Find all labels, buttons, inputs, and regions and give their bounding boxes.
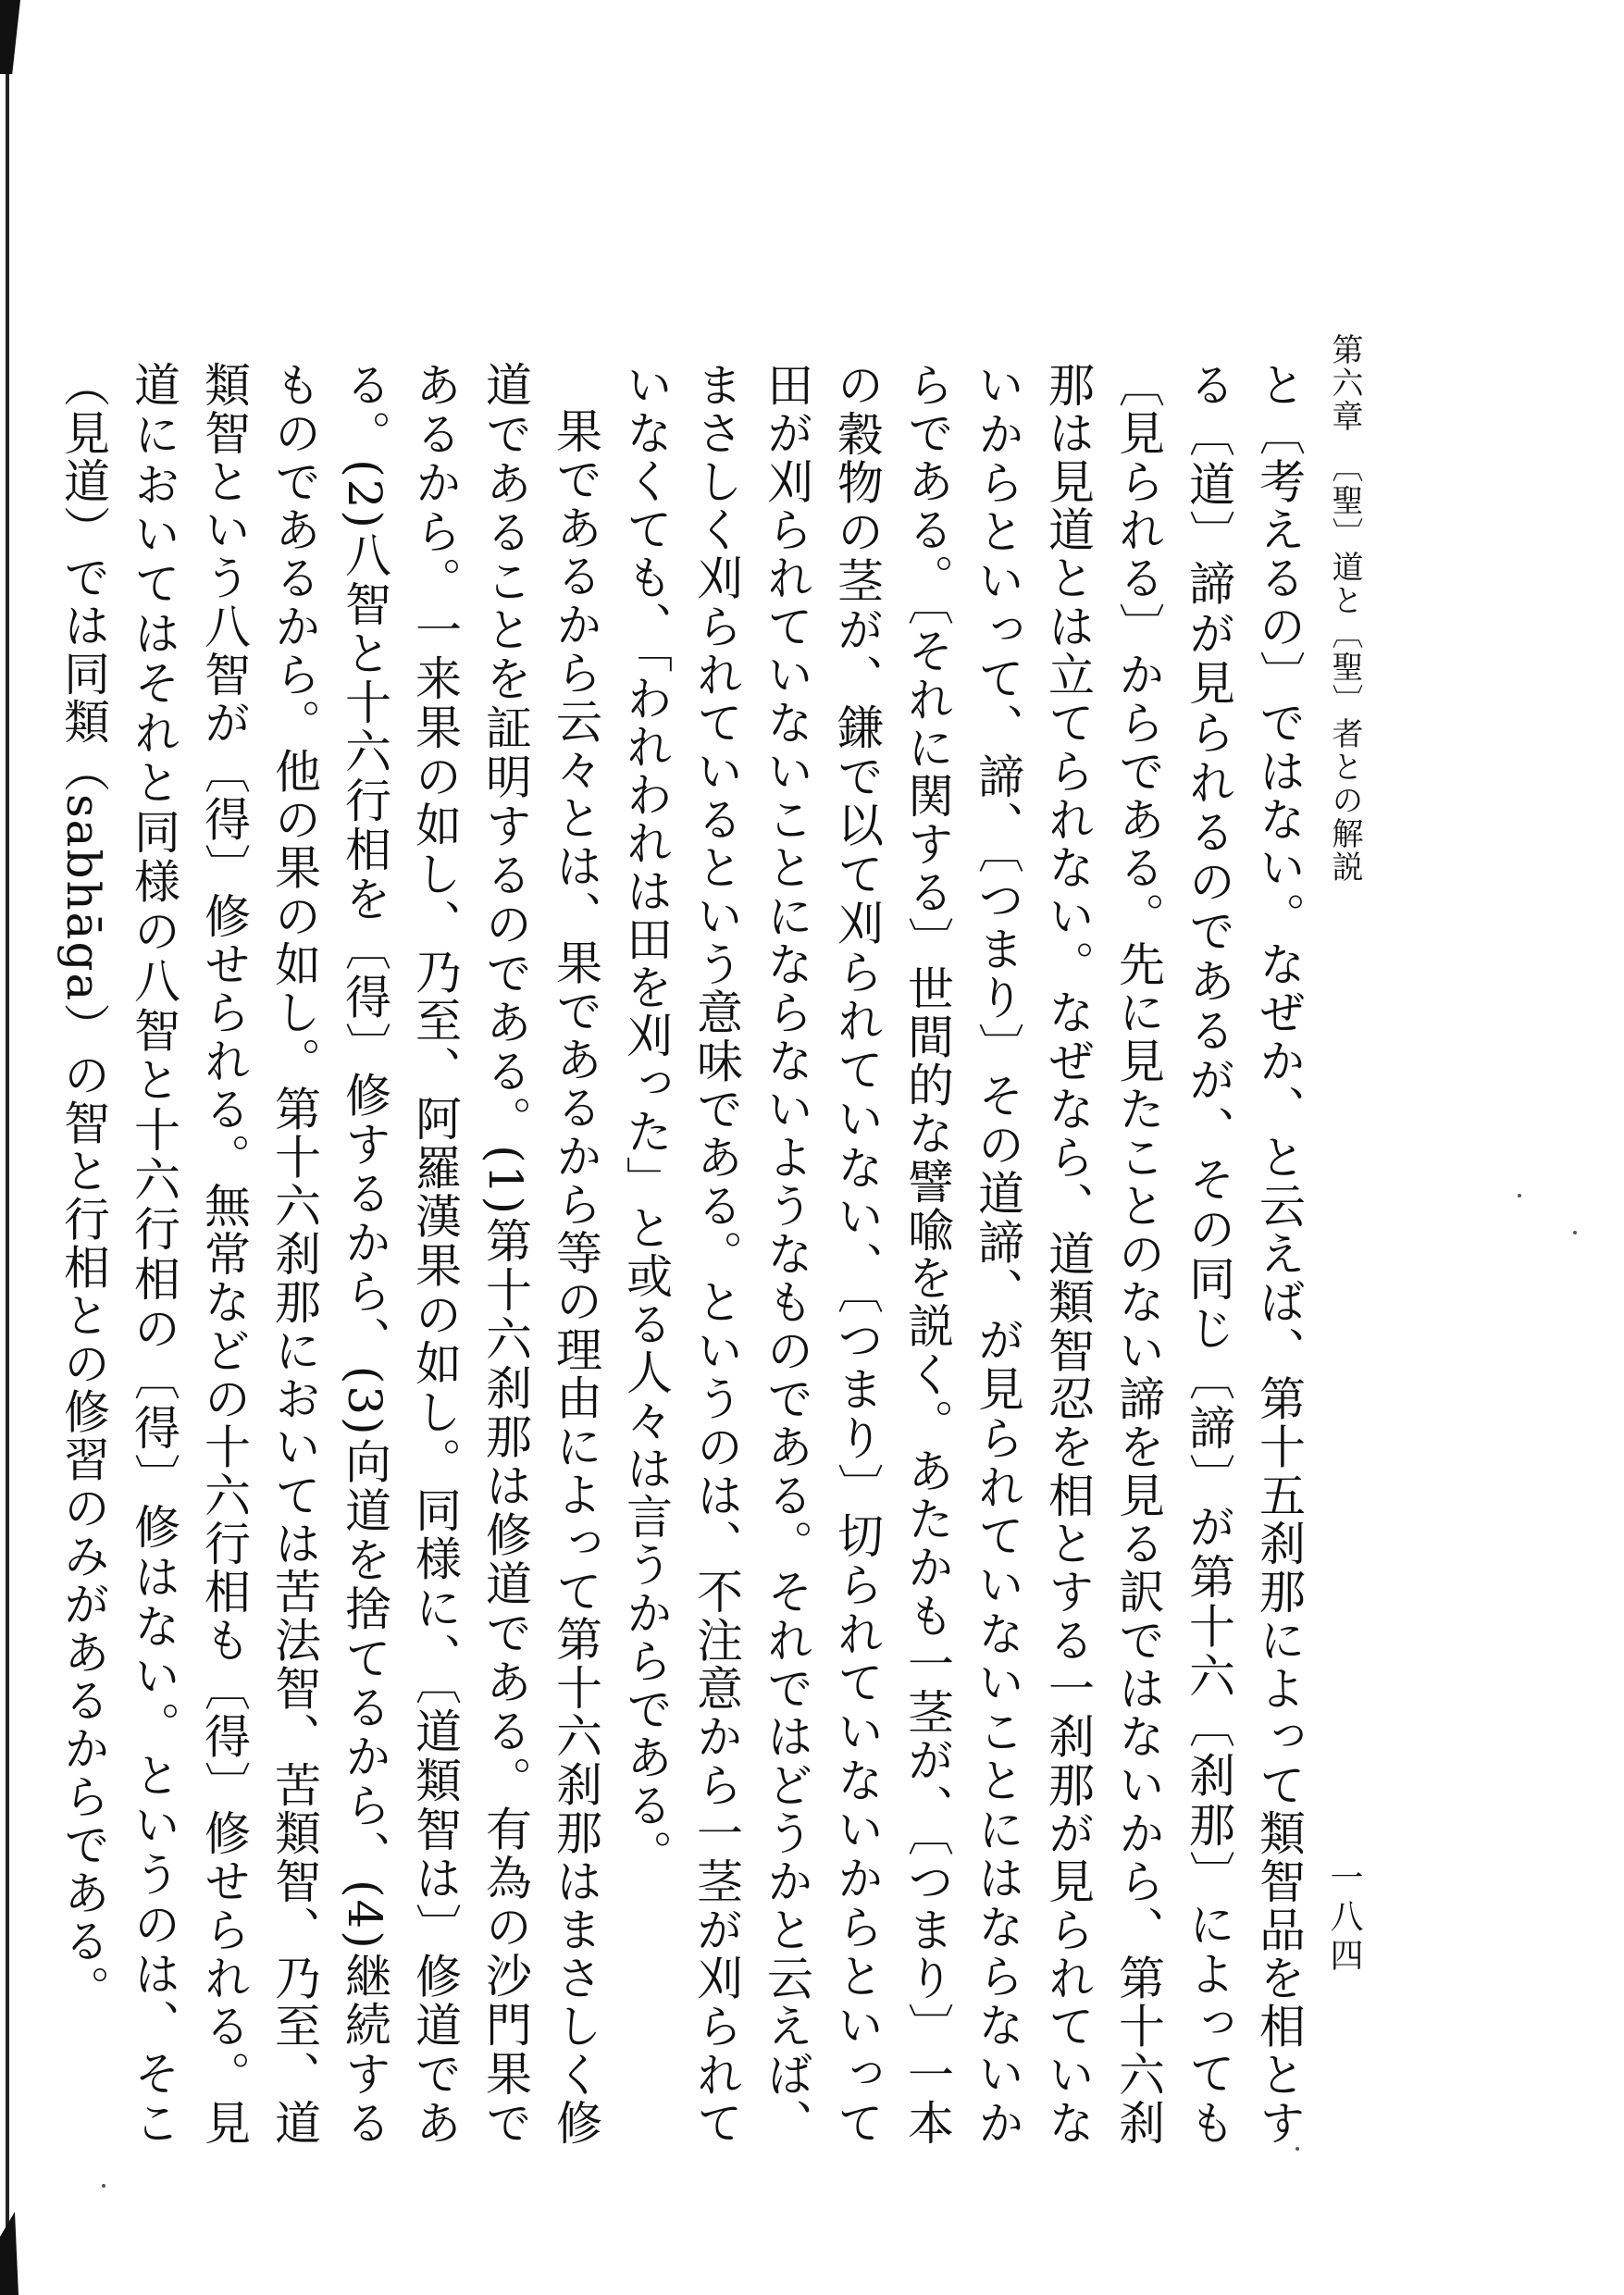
- body-text: [56, 361, 1314, 2148]
- scan-artifact-bottom: [0, 2212, 19, 2295]
- scan-speck: [1518, 1194, 1521, 1197]
- scan-speck: [1295, 2147, 1299, 2151]
- scan-artifact-top: [0, 0, 20, 74]
- running-head: 第六章 〔聖〕道と〔聖〕者との解説: [1326, 333, 1363, 884]
- scan-speck: [102, 2184, 105, 2188]
- scan-speck: [1573, 1231, 1577, 1234]
- page-number: 一八四: [1325, 1860, 1363, 1977]
- paragraph: 果であるから云々とは、果であるから等の理由によって第十六刹那はまさしく修道であることを証明するのである。(1)第十六刹那は修道である。有為の沙門果であるから。一来果の如し、乃至、阿羅漢果の如し。同様に、〔道類智は〕修道である。(2)八智と十六行相を〔得〕修するから、(3)向道を捨てるから、(4)継続するものであるから。他の果の如し。第十六刹那においては苦法智、苦類智、乃至、道類智という八智が〔得〕修せられる。無常などの十六行相も〔得〕修せられる。見道においてはそれと同様の八智と十六行相の〔得〕修はない。というのは、そこ（見道）では同類（sabhāga）の智と行相との修習のみがあるからである。: [56, 361, 602, 2148]
- paragraph: と〔考えるの〕ではない。なぜか、と云えば、第十五刹那によって類智品を相とする〔道〕諦が見られるのであるが、その同じ〔諦〕が第十六〔刹那〕によっても〔見られる〕からである。先に見たことのない諦を見る訳ではないから、第十六刹那は見道とは立てられない。なぜなら、道類智忍を相とする一刹那が見られていないからといって、諦、〔つまり〕その道諦、が見られていないことにはならないからである。〔それに関する〕世間的な譬喩を説く。あたかも一茎が、〔つまり〕一本の穀物の茎が、鎌で以て刈られていない、〔つまり〕切られていないからといって田が刈られていないことにならないようなものである。それではどうかと云えば、まさしく刈られているという意味である。というのは、不注意から一茎が刈られていなくても、「われわれは田を刈った」と或る人々は言うからである。: [619, 361, 1306, 2147]
- scan-artifact-edge: [6, 74, 9, 2286]
